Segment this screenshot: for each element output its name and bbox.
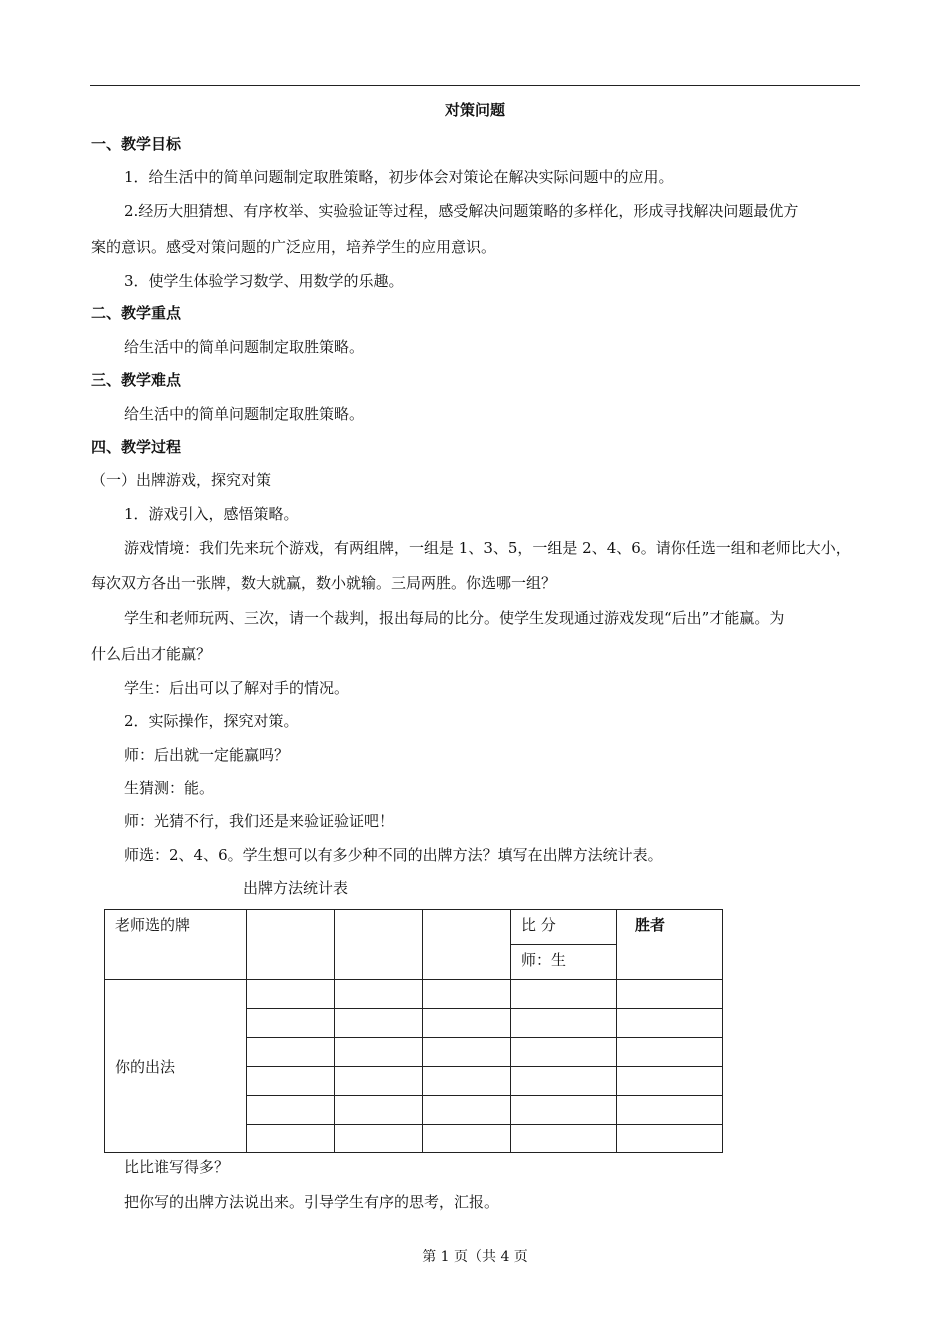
paragraph: 1．给生活中的简单问题制定取胜策略，初步体会对策论在解决实际问题中的应用。: [124, 168, 674, 186]
table-cell: [335, 1038, 423, 1067]
table-cell: [247, 910, 335, 980]
subsection-heading: （一）出牌游戏，探究对策: [91, 471, 272, 489]
table-cell: [423, 1038, 511, 1067]
paragraph: 2．实际操作，探究对策。: [124, 712, 299, 730]
table-cell: [511, 980, 617, 1009]
paragraph: 师：后出就一定能赢吗？: [124, 746, 290, 764]
table-cell: [617, 1067, 723, 1096]
table-cell: [423, 1125, 511, 1153]
table-cell: [617, 1125, 723, 1153]
paragraph: 给生活中的简单问题制定取胜策略。: [124, 338, 365, 356]
page-footer: 第 1 页（共 4 页: [422, 1249, 528, 1265]
table-cell: [247, 980, 335, 1009]
winner-header: [617, 910, 723, 980]
table-cell: [511, 1096, 617, 1125]
paragraph: 把你写的出牌方法说出来。引导学生有序的思考，汇报。: [124, 1193, 500, 1211]
paragraph: 师选：2、4、6。学生想可以有多少种不同的出牌方法？填写在出牌方法统计表。: [124, 846, 663, 864]
table-cell: [247, 1125, 335, 1153]
table-cell: [511, 1125, 617, 1153]
paragraph: 学生和老师玩两、三次，请一个裁判，报出每局的比分。使学生发现通过游戏发现“后出”才能赢。为: [124, 609, 785, 627]
score-header: [511, 910, 617, 945]
paragraph: 2.经历大胆猜想、有序枚举、实验验证等过程，感受解决问题策略的多样化，形成寻找解决问题最优方: [124, 202, 799, 220]
table-cell: [423, 910, 511, 980]
table-cell: [423, 1067, 511, 1096]
section-heading-key: 二、教学重点: [91, 304, 182, 322]
table-cell: [335, 1067, 423, 1096]
table-cell: [423, 980, 511, 1009]
section-heading-goals: 一、教学目标: [91, 135, 182, 153]
teacher-cards-label: 老师选的牌: [115, 916, 191, 934]
score-sub-label: 师：生: [521, 951, 567, 969]
section-heading-process: 四、教学过程: [91, 438, 182, 456]
header-rule: [90, 85, 860, 86]
paragraph: 比比谁写得多？: [124, 1158, 230, 1176]
card-method-table: [104, 909, 723, 1153]
table-cell: [247, 1067, 335, 1096]
table-cell: [247, 1038, 335, 1067]
teacher-cards-header: [105, 910, 247, 980]
paragraph: 生猜测：能。: [124, 779, 215, 797]
table-cell: [423, 1009, 511, 1038]
score-subheader: [511, 945, 617, 980]
paragraph: 游戏情境：我们先来玩个游戏，有两组牌，一组是 1、3、5，一组是 2、4、6。请你任选一组和老师比大小，: [124, 539, 851, 557]
winner-label: 胜者: [635, 916, 666, 934]
table-cell: [335, 910, 423, 980]
page-title: 对策问题: [444, 101, 505, 119]
table-cell: [617, 1096, 723, 1125]
table-cell: [335, 980, 423, 1009]
your-method-label: 你的出法: [115, 1057, 176, 1076]
table-cell: [617, 1009, 723, 1038]
table-cell: [335, 1009, 423, 1038]
paragraph: 每次双方各出一张牌，数大就赢，数小就输。三局两胜。你选哪一组？: [91, 574, 557, 592]
table-cell: [617, 1038, 723, 1067]
table-cell: [617, 980, 723, 1009]
table-cell: [511, 1038, 617, 1067]
table-cell: [511, 1067, 617, 1096]
table-cell: [511, 1009, 617, 1038]
paragraph: 学生：后出可以了解对手的情况。: [124, 679, 350, 697]
score-label: 比 分: [521, 916, 556, 934]
paragraph: 什么后出才能赢？: [91, 645, 212, 663]
table-cell: [423, 1096, 511, 1125]
paragraph: 案的意识。感受对策问题的广泛应用，培养学生的应用意识。: [91, 238, 497, 256]
paragraph: 3．使学生体验学习数学、用数学的乐趣。: [124, 272, 404, 290]
paragraph: 1．游戏引入，感悟策略。: [124, 505, 299, 523]
paragraph: 给生活中的简单问题制定取胜策略。: [124, 405, 365, 423]
table-cell: [247, 1009, 335, 1038]
table-cell: [247, 1096, 335, 1125]
table-cell: [335, 1125, 423, 1153]
section-heading-difficulty: 三、教学难点: [91, 371, 182, 389]
your-method-header: [105, 980, 247, 1153]
table-caption: 出牌方法统计表: [243, 879, 349, 897]
table-cell: [335, 1096, 423, 1125]
paragraph: 师：光猜不行，我们还是来验证验证吧！: [124, 812, 395, 830]
